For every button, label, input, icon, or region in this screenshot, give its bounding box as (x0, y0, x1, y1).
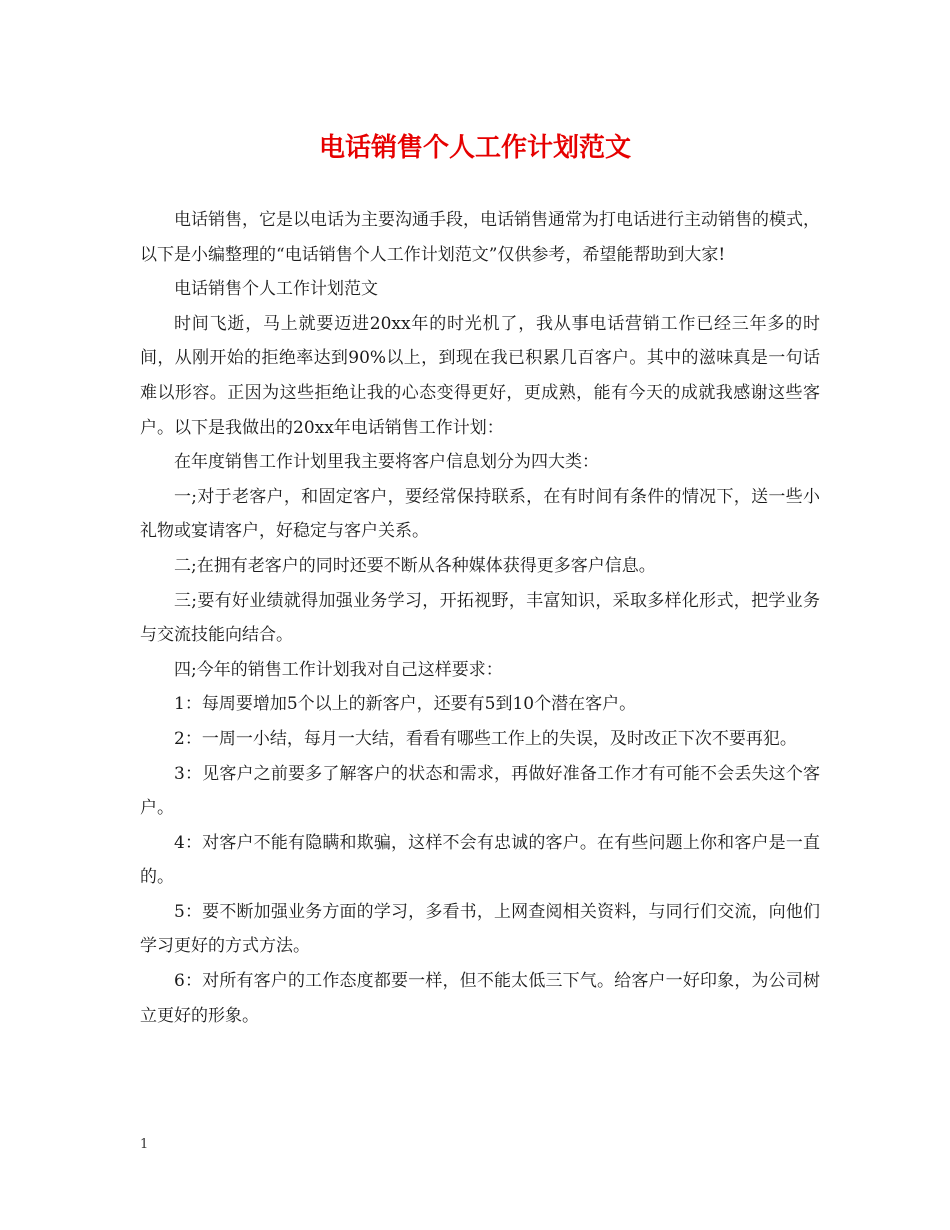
paragraph-requirement-4: 4：对客户不能有隐瞒和欺骗，这样不会有忠诚的客户。在有些问题上你和客户是一直的。 (140, 832, 820, 888)
paragraph-item-4: 四;今年的销售工作计划我对自己这样要求： (174, 659, 503, 680)
paragraph-requirement-6: 6：对所有客户的工作态度都要一样，但不能太低三下气。给客户一好印象，为公司树立更好的形象。 (140, 971, 820, 1026)
paragraph-item-1: 一;对于老客户，和固定客户，要经常保持联系，在有时间有条件的情况下，送一些小礼物或宴请客户，好稳定与客户关系。 (140, 486, 820, 542)
paragraph-requirement-2: 2：一周一小结，每月一大结，看看有哪些工作上的失误，及时改正下次不要再犯。 (174, 728, 797, 749)
document-body (140, 203, 820, 1033)
paragraph-background: 时间飞逝，马上就要迈进20xx年的时光机了，我从事电话营销工作已经三年多的时间，从刚开始的拒绝率达到90%以上，到现在我已积累几百客户。其中的滋味真是一句话难以形容。正因为这些拒绝让我的心态变得更好，更成熟，能有今天的成就我感谢这些客户。以下是我做出的20xx年电话销售工作计划： (140, 313, 820, 438)
paragraph-subtitle: 电话销售个人工作计划范文 (174, 279, 378, 300)
page-number: 1 (140, 1137, 149, 1152)
paragraph-item-2: 二;在拥有老客户的同时还要不断从各种媒体获得更多客户信息。 (174, 555, 656, 576)
paragraph-requirement-1: 1：每周要增加5个以上的新客户，还要有5到10个潜在客户。 (174, 694, 637, 715)
paragraph-requirement-5: 5：要不断加强业务方面的学习，多看书，上网查阅相关资料，与同行们交流，向他们学习更好的方式方法。 (140, 901, 820, 957)
paragraph-classification: 在年度销售工作计划里我主要将客户信息划分为四大类： (174, 452, 599, 473)
document-title: 电话销售个人工作计划范文 (318, 133, 631, 163)
paragraph-item-3: 三;要有好业绩就得加强业务学习，开拓视野，丰富知识，采取多样化形式，把学业务与交流技能向结合。 (140, 590, 820, 646)
paragraph-requirement-3: 3：见客户之前要多了解客户的状态和需求，再做好准备工作才有可能不会丢失这个客户。 (140, 763, 820, 819)
paragraph-intro: 电话销售，它是以电话为主要沟通手段，电话销售通常为打电话进行主动销售的模式，以下是小编整理的“电话销售个人工作计划范文”仅供参考，希望能帮助到大家! (140, 210, 820, 265)
